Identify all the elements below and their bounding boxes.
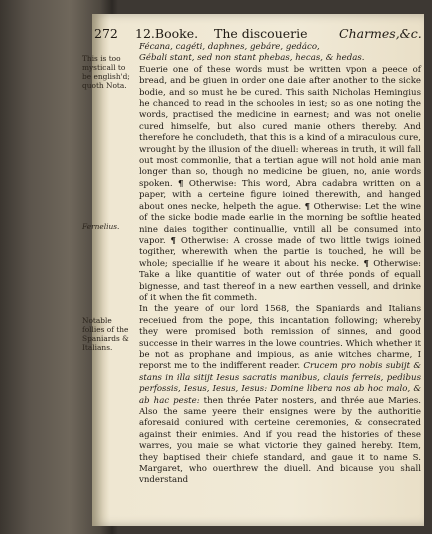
pilcrow-icon: ¶ xyxy=(170,235,176,246)
paragraph-1e-text: Otherwise: Take a like quantitie of water out of thrée ponds of equall bignesse, and tast thereof in a new earthen vessell, and drinke of it when the fit commeth. xyxy=(139,258,421,303)
paragraph-1d-text: Otherwise: A crosse made of two little twigs ioined togither, wherewith when the partie is touched, he will be whole; speciallie if he weare it about his necke. xyxy=(139,235,421,269)
latin-line-2: Gébali stant, sed non stant phebas, hecas, & hedas. xyxy=(139,53,365,64)
running-title: Charmes,&c. xyxy=(339,26,422,41)
book-label: 12.Booke. xyxy=(135,26,199,41)
paragraph-2-text: In the yeare of our lord 1568, the Spaniards and Italians receiued from the pope, this incantation following; whereby they were promised both remission of sinnes, and good successe in their warres in the lowe countries. Which whether it be not as prophane and impious, as anie witches charme, I reporst me to the indifferent reader. xyxy=(139,304,421,372)
paragraph-1 xyxy=(139,65,421,305)
margin-note-notable: Notable follies of the Spaniards & Italians. xyxy=(82,316,129,352)
paragraph-1c-text: Otherwise: Let the wine of the sicke bodie made earlie in the morning be softlie heated nine daies togither continuallie, vntill all be consumed into vapor. xyxy=(139,201,421,246)
paragraph-1-text: Euerie one of these words must be written vpon a peece of bread, and be giuen in order one daie after another to the sicke bodie, and so must he be cured. This saith Nicholas Hemingius he chanced to read in the schooles in iest; so as one noting the words, practised the medicine in earnest; and was not onelie cured himselfe, but also cured manie others thereby. And therefore he concludeth, that this is a kind of a miraculous cure, wrought by the illusion of the diuell: whereas in truth, it will fall out most commonlie, that a tertian ague will not hold anie man longer than so, though no medicine be giuen, no, anie words spoken. xyxy=(139,64,421,189)
pilcrow-icon: ¶ xyxy=(178,178,184,189)
paragraph-1b-text: Otherwise: This word, Abra cadabra written on a paper, with a certeine figure ioined therewith, and hanged about ones necke, helpeth the ague. xyxy=(139,178,421,212)
paragraph-2 xyxy=(139,304,421,487)
margin-note-fernelius: Fernelius. xyxy=(82,222,120,231)
page-number: 272 xyxy=(94,26,118,41)
latin-prayer: Crucem pro nobis subijt & stans in illa sitijt Iesus sacratis manibus, clauis ferreis, pedibus perfossis, Iesus, Iesus, Iesus: Domine libera nos ab hoc malo, & ab hac peste: xyxy=(139,361,422,406)
pilcrow-icon: ¶ xyxy=(363,258,369,269)
running-header xyxy=(92,24,424,44)
latin-line-1: Fécana, cagéti, daphnes, gebáre, gedáco, xyxy=(139,42,320,52)
book-page xyxy=(82,14,424,526)
page-title: The discouerie xyxy=(214,26,308,41)
paragraph-3-text: then thrée Pater nosters, and thrée aue Maries. Also the same yeere their ensignes were by the authoritie aforesaid coniured with certeine ceremonies, & consecrated against their enimies. And if you read the histories of these warres, you maie se what victorie they gained hereby. Item, they baptised their chiefe standard, and gaue it to name S. Margaret, who ouerthrew the diuell. And bicause you shall vnderstand xyxy=(139,395,421,486)
body-text xyxy=(139,42,421,487)
pilcrow-icon: ¶ xyxy=(304,201,311,212)
margin-note-top: This is too mysticall to be english'd; quoth Nota. xyxy=(82,54,130,90)
